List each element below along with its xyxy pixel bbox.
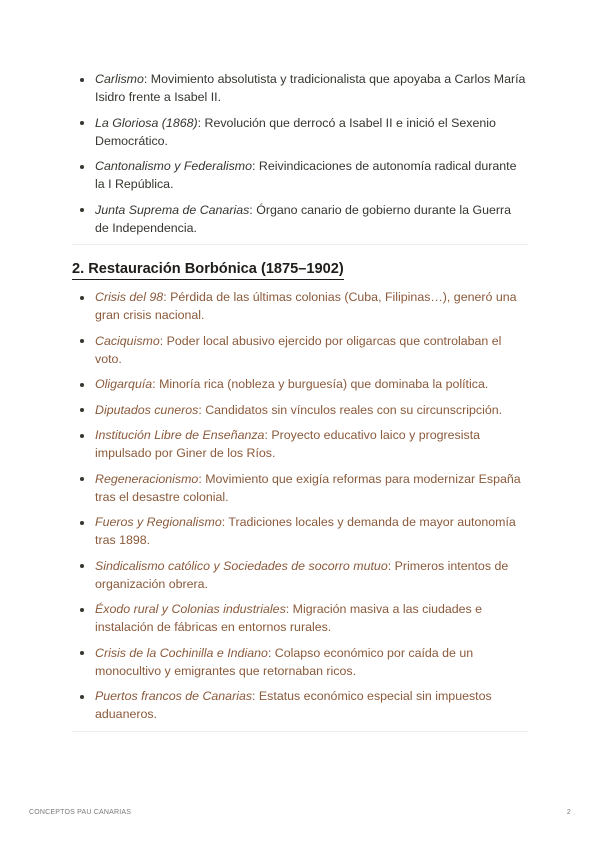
term: Éxodo rural y Colonias industriales <box>95 602 286 616</box>
description: Pérdida de las últimas colonias (Cuba, Filipinas…), generó una gran crisis nacional. <box>95 290 517 322</box>
description: Candidatos sin vínculos reales con su circunscripción. <box>205 402 503 417</box>
section-b-heading <box>72 259 528 280</box>
term: Regeneracionismo <box>95 471 199 486</box>
list-item: Cantonalismo y Federalismo: Reivindicaciones de autonomía radical durante la I República. <box>72 157 528 193</box>
document-body <box>72 70 528 732</box>
list-item: Caciquismo: Poder local abusivo ejercido por oligarcas que controlaban el voto. <box>72 332 528 368</box>
term: Caciquismo <box>95 333 160 348</box>
list-item: Carlismo: Movimiento absolutista y tradicionalista que apoyaba a Carlos María Isidro frente a Isabel II. <box>72 70 528 106</box>
divider <box>72 244 528 245</box>
description: Minoría rica (nobleza y burguesía) que dominaba la política. <box>159 377 489 391</box>
term: Carlismo <box>95 72 144 86</box>
list-item: Fueros y Regionalismo: Tradiciones locales y demanda de mayor autonomía tras 1898. <box>72 513 528 549</box>
list-item: Junta Suprema de Canarias: Órgano canario de gobierno durante la Guerra de Independencia. <box>72 201 528 237</box>
description: Movimiento absolutista y tradicionalista que apoyaba a Carlos María Isidro frente a Isabel II. <box>95 72 526 104</box>
list-item: Regeneracionismo: Movimiento que exigía reformas para modernizar España tras el desastre colonial. <box>72 470 528 506</box>
description: Migración masiva a las ciudades e instalación de fábricas en entornos rurales. <box>95 602 483 634</box>
description: Órgano canario de gobierno durante la Guerra de Independencia. <box>95 202 512 235</box>
section-a-list <box>72 70 528 237</box>
term: Crisis del 98 <box>95 290 164 304</box>
footer-title: CONCEPTOS PAU CANARIAS <box>29 809 132 816</box>
page-number: 2 <box>566 809 571 816</box>
term: Diputados cuneros <box>95 402 199 417</box>
term: Oligarquía <box>95 377 153 391</box>
list-item: Puertos francos de Canarias: Estatus económico especial sin impuestos aduaneros. <box>72 687 528 723</box>
description: Tradiciones locales y demanda de mayor autonomía tras 1898. <box>95 515 516 547</box>
description: Reivindicaciones de autonomía radical durante la I República. <box>95 159 517 191</box>
list-item: Sindicalismo católico y Sociedades de socorro mutuo: Primeros intentos de organización obrera. <box>72 557 528 593</box>
term: Junta Suprema de Canarias <box>95 202 250 217</box>
description: Colapso económico por caída de un monocultivo y emigrantes que retornaban ricos. <box>95 645 474 678</box>
list-item: Éxodo rural y Colonias industriales: Migración masiva a las ciudades e instalación de fábricas en entornos rurales. <box>72 600 528 636</box>
description: Movimiento que exigía reformas para modernizar España tras el desastre colonial. <box>95 471 521 504</box>
list-item: Oligarquía: Minoría rica (nobleza y burguesía) que dominaba la política. <box>72 375 528 393</box>
section-b-list <box>72 288 528 723</box>
description: Revolución que derrocó a Isabel II e inició el Sexenio Democrático. <box>95 115 496 148</box>
term: Institución Libre de Enseñanza <box>95 428 265 442</box>
list-item: Diputados cuneros: Candidatos sin vínculos reales con su circunscripción. <box>72 401 528 419</box>
section-title: 2. Restauración Borbónica (1875–1902) <box>72 259 344 280</box>
term: La Gloriosa (1868) <box>95 115 198 130</box>
list-item: Institución Libre de Enseñanza: Proyecto educativo laico y progresista impulsado por Giner de los Ríos. <box>72 426 528 462</box>
description: Proyecto educativo laico y progresista impulsado por Giner de los Ríos. <box>95 428 481 460</box>
term: Cantonalismo y Federalismo <box>95 159 253 173</box>
term: Puertos francos de Canarias <box>95 689 253 703</box>
term: Crisis de la Cochinilla e Indiano <box>95 645 268 660</box>
description: Estatus económico especial sin impuestos aduaneros. <box>95 689 492 721</box>
divider <box>72 731 528 732</box>
list-item: La Gloriosa (1868): Revolución que derrocó a Isabel II e inició el Sexenio Democrático. <box>72 114 528 150</box>
term: Fueros y Regionalismo <box>95 515 222 529</box>
list-item: Crisis de la Cochinilla e Indiano: Colapso económico por caída de un monocultivo y emigrantes que retornaban ricos. <box>72 644 528 680</box>
description: Primeros intentos de organización obrera. <box>95 558 509 591</box>
term: Sindicalismo católico y Sociedades de socorro mutuo <box>95 558 388 573</box>
description: Poder local abusivo ejercido por oligarcas que controlaban el voto. <box>95 333 502 366</box>
list-item: Crisis del 98: Pérdida de las últimas colonias (Cuba, Filipinas…), generó una gran crisis nacional. <box>72 288 528 324</box>
